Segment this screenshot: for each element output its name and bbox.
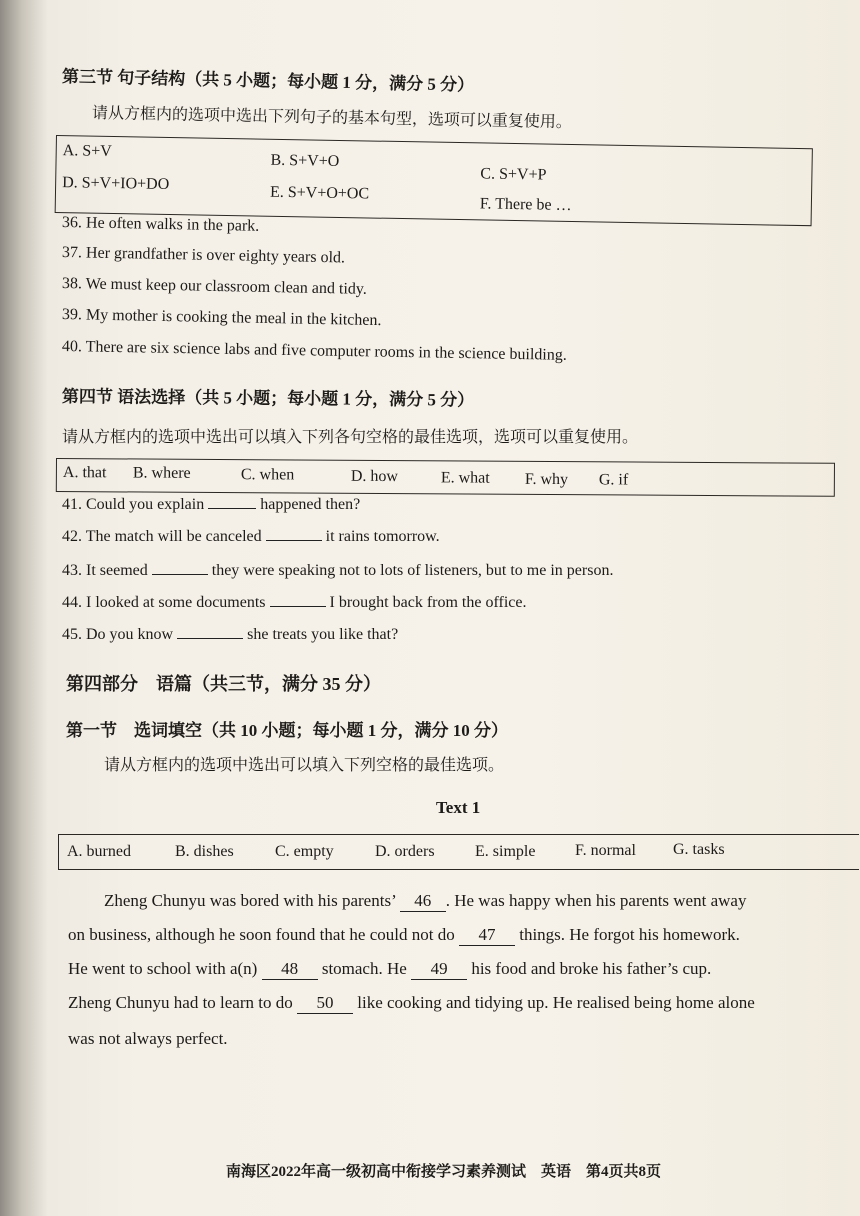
question-41-post: happened then? (260, 496, 361, 513)
question-45-post: she treats you like that? (247, 626, 399, 643)
question-45-blank[interactable] (177, 638, 243, 639)
section3-instruction: 请从方框内的选项中选出下列句子的基本句型，选项可以重复使用。 (91, 105, 573, 132)
blank-48[interactable]: 48 (262, 959, 318, 980)
question-42-pre: 42. The match will be canceled (62, 528, 262, 545)
section4-instruction: 请从方框内的选项中选出可以填入下列各句空格的最佳选项，选项可以重复使用。 (62, 429, 639, 446)
question-43-blank[interactable] (152, 574, 208, 575)
passage-line-4: Zheng Chunyu had to learn to do 50 like cooking and tidying up. He realised being home alone (68, 993, 755, 1012)
question-39: 39. My mother is cooking the meal in the kitchen. (61, 306, 382, 330)
option-a: A. burned (67, 843, 131, 860)
passage-line-1: Zheng Chunyu was bored with his parents’ 46 . He was happy when his parents went away (104, 891, 747, 910)
question-41-blank[interactable] (208, 508, 256, 509)
question-38: 38. We must keep our classroom clean and tidy. (61, 275, 367, 298)
option-g: G. tasks (673, 841, 725, 858)
blank-47[interactable]: 47 (459, 925, 515, 946)
question-36: 36. He often walks in the park. (61, 214, 260, 235)
option-g: G. if (598, 471, 629, 489)
question-44-post: I brought back from the office. (329, 594, 527, 611)
question-44 (62, 594, 526, 612)
text-title: Text 1 (436, 798, 481, 817)
option-d: D. orders (375, 843, 435, 860)
question-45 (62, 626, 398, 644)
question-40: 40. There are six science labs and five computer rooms in the science building. (61, 338, 567, 364)
section3-options-box (55, 135, 813, 226)
passage-line-2: on business, although he soon found that he could not do 47 things. He forgot his homework. (68, 925, 740, 944)
passage-line-3: He went to school with a(n) 48 stomach. He 49 his food and broke his father’s cup. (68, 959, 712, 978)
option-d: D. S+V+IO+DO (62, 174, 170, 193)
option-a: A. S+V (62, 142, 112, 160)
question-44-blank[interactable] (270, 606, 326, 607)
option-e: E. what (440, 469, 490, 487)
question-37: 37. Her grandfather is over eighty years old. (61, 244, 346, 267)
question-41 (62, 496, 360, 514)
question-45-pre: 45. Do you know (62, 626, 174, 643)
question-41-pre: 41. Could you explain (62, 496, 205, 513)
blank-46[interactable]: 46 (400, 891, 446, 912)
option-b: B. dishes (175, 843, 234, 860)
part4-options-box (58, 834, 859, 870)
option-b: B. where (132, 464, 191, 482)
option-c: C. S+V+P (480, 165, 547, 184)
question-42-post: it rains tomorrow. (325, 528, 440, 545)
option-d: D. how (350, 467, 399, 486)
option-a: A. that (62, 464, 107, 482)
option-e: E. S+V+O+OC (269, 183, 370, 203)
option-c: C. empty (275, 843, 334, 860)
passage-line-5: was not always perfect. (68, 1029, 228, 1048)
question-43 (62, 562, 613, 580)
option-f: F. why (524, 470, 569, 489)
option-e: E. simple (475, 843, 536, 860)
blank-49[interactable]: 49 (411, 959, 467, 980)
section4-title: 第四节 语法选择（共 5 小题；每小题 1 分，满分 5 分） (61, 387, 475, 410)
question-43-post: they were speaking not to lots of listeners, but to me in person. (211, 562, 614, 579)
option-f: F. normal (575, 842, 636, 859)
part4-section1-title: 第一节 选词填空（共 10 小题；每小题 1 分，满分 10 分） (66, 721, 508, 740)
option-b: B. S+V+O (270, 151, 340, 170)
question-42-blank[interactable] (266, 540, 322, 541)
question-43-pre: 43. It seemed (62, 562, 148, 579)
question-44-pre: 44. I looked at some documents (62, 594, 266, 611)
option-f: F. There be … (479, 195, 572, 215)
question-42 (62, 528, 440, 546)
part4-instruction: 请从方框内的选项中选出可以填入下列空格的最佳选项。 (104, 757, 505, 774)
option-c: C. when (240, 466, 295, 484)
blank-50[interactable]: 50 (297, 993, 353, 1014)
part4-title: 第四部分 语篇（共三节，满分 35 分） (66, 674, 381, 694)
section3-title: 第三节 句子结构（共 5 小题；每小题 1 分，满分 5 分） (61, 67, 475, 95)
section4-options-box (56, 458, 835, 497)
page-footer: 南海区2022年高一级初高中衔接学习素养测试 英语 第4页共8页 (226, 1164, 662, 1180)
